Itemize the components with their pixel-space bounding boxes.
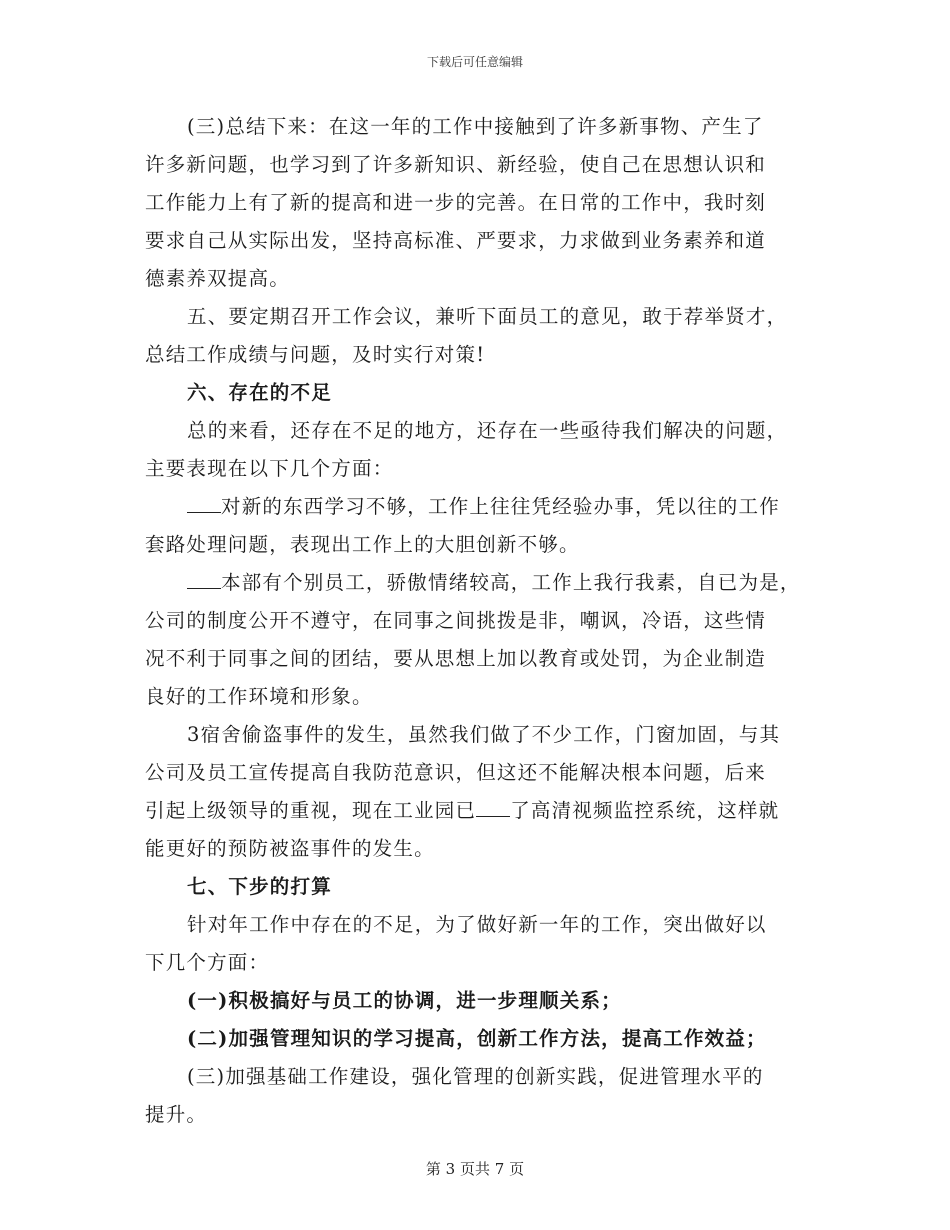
paragraph-line: 针对年工作中存在的不足，为了做好新一年的工作，突出做好以 <box>187 913 767 936</box>
paragraph-text: 引起上级领导的重视，现在工业园已 <box>145 799 477 822</box>
paragraph-line: 主要表现在以下几个方面： <box>145 457 394 480</box>
paragraph-line: 公司的制度公开不遵守，在同事之间挑拨是非，嘲讽，冷语，这些情 <box>145 609 767 632</box>
paragraph-line: 3宿舍偷盗事件的发生，虽然我们做了不少工作，门窗加固，与其 <box>187 723 781 746</box>
paragraph-text: 了高清视频监控系统，这样就 <box>510 799 780 822</box>
blank-underline <box>187 490 221 513</box>
page-header: 下载后可任意编辑 <box>426 55 523 69</box>
plan-item: (一)积极搞好与员工的协调，进一步理顺关系； <box>187 989 622 1012</box>
paragraph-line: (三)总结下来：在这一年的工作中接触到了许多新事物、产生了 <box>187 115 764 138</box>
paragraph-line: (三)加强基础工作建设，强化管理的创新实践，促进管理水平的 <box>187 1065 764 1088</box>
paragraph-line: 工作能力上有了新的提高和进一步的完善。在日常的工作中，我时刻 <box>145 191 767 214</box>
paragraph-line: 总结工作成绩与问题，及时实行对策! <box>145 343 486 366</box>
paragraph-line: 许多新问题，也学习到了许多新知识、新经验，使自己在思想认识和 <box>145 153 767 176</box>
document-body <box>145 108 810 1134</box>
section-heading: 六、存在的不足 <box>187 381 332 404</box>
paragraph-line: 况不利于同事之间的团结，要从思想上加以教育或处罚，为企业制造 <box>145 647 767 670</box>
page-number: 第 3 页共 7 页 <box>425 1160 525 1178</box>
paragraph-text: 本部有个别员工，骄傲情绪较高，工作上我行我素，自已为是， <box>221 571 801 594</box>
plan-item: (二)加强管理知识的学习提高，创新工作方法，提高工作效益； <box>187 1027 767 1050</box>
paragraph-line: 总的来看，还存在不足的地方，还存在一些亟待我们解决的问题， <box>187 419 788 442</box>
paragraph-line: 套路处理问题，表现出工作上的大胆创新不够。 <box>145 533 580 556</box>
section-heading: 七、下步的打算 <box>187 875 332 898</box>
paragraph-line: 能更好的预防被盗事件的发生。 <box>145 837 435 860</box>
paragraph-line <box>145 792 810 830</box>
paragraph-line: 五、要定期召开工作会议，兼听下面员工的意见，敢于荐举贤才， <box>187 305 788 328</box>
paragraph-line: 良好的工作环境和形象。 <box>145 685 373 708</box>
paragraph-line <box>145 488 810 526</box>
paragraph-text: 对新的东西学习不够，工作上往往凭经验办事，凭以往的工作 <box>221 495 780 518</box>
paragraph-line <box>145 564 810 602</box>
paragraph-line: 公司及员工宣传提高自我防范意识，但这还不能解决根本问题，后来 <box>145 761 767 784</box>
paragraph-line: 要求自己从实际出发，坚持高标准、严要求，力求做到业务素养和道 <box>145 229 767 252</box>
blank-underline <box>476 794 510 817</box>
blank-underline <box>187 566 221 589</box>
paragraph-line: 提升。 <box>145 1103 208 1126</box>
paragraph-line: 德素养双提高。 <box>145 267 290 290</box>
paragraph-line: 下几个方面： <box>145 951 270 974</box>
